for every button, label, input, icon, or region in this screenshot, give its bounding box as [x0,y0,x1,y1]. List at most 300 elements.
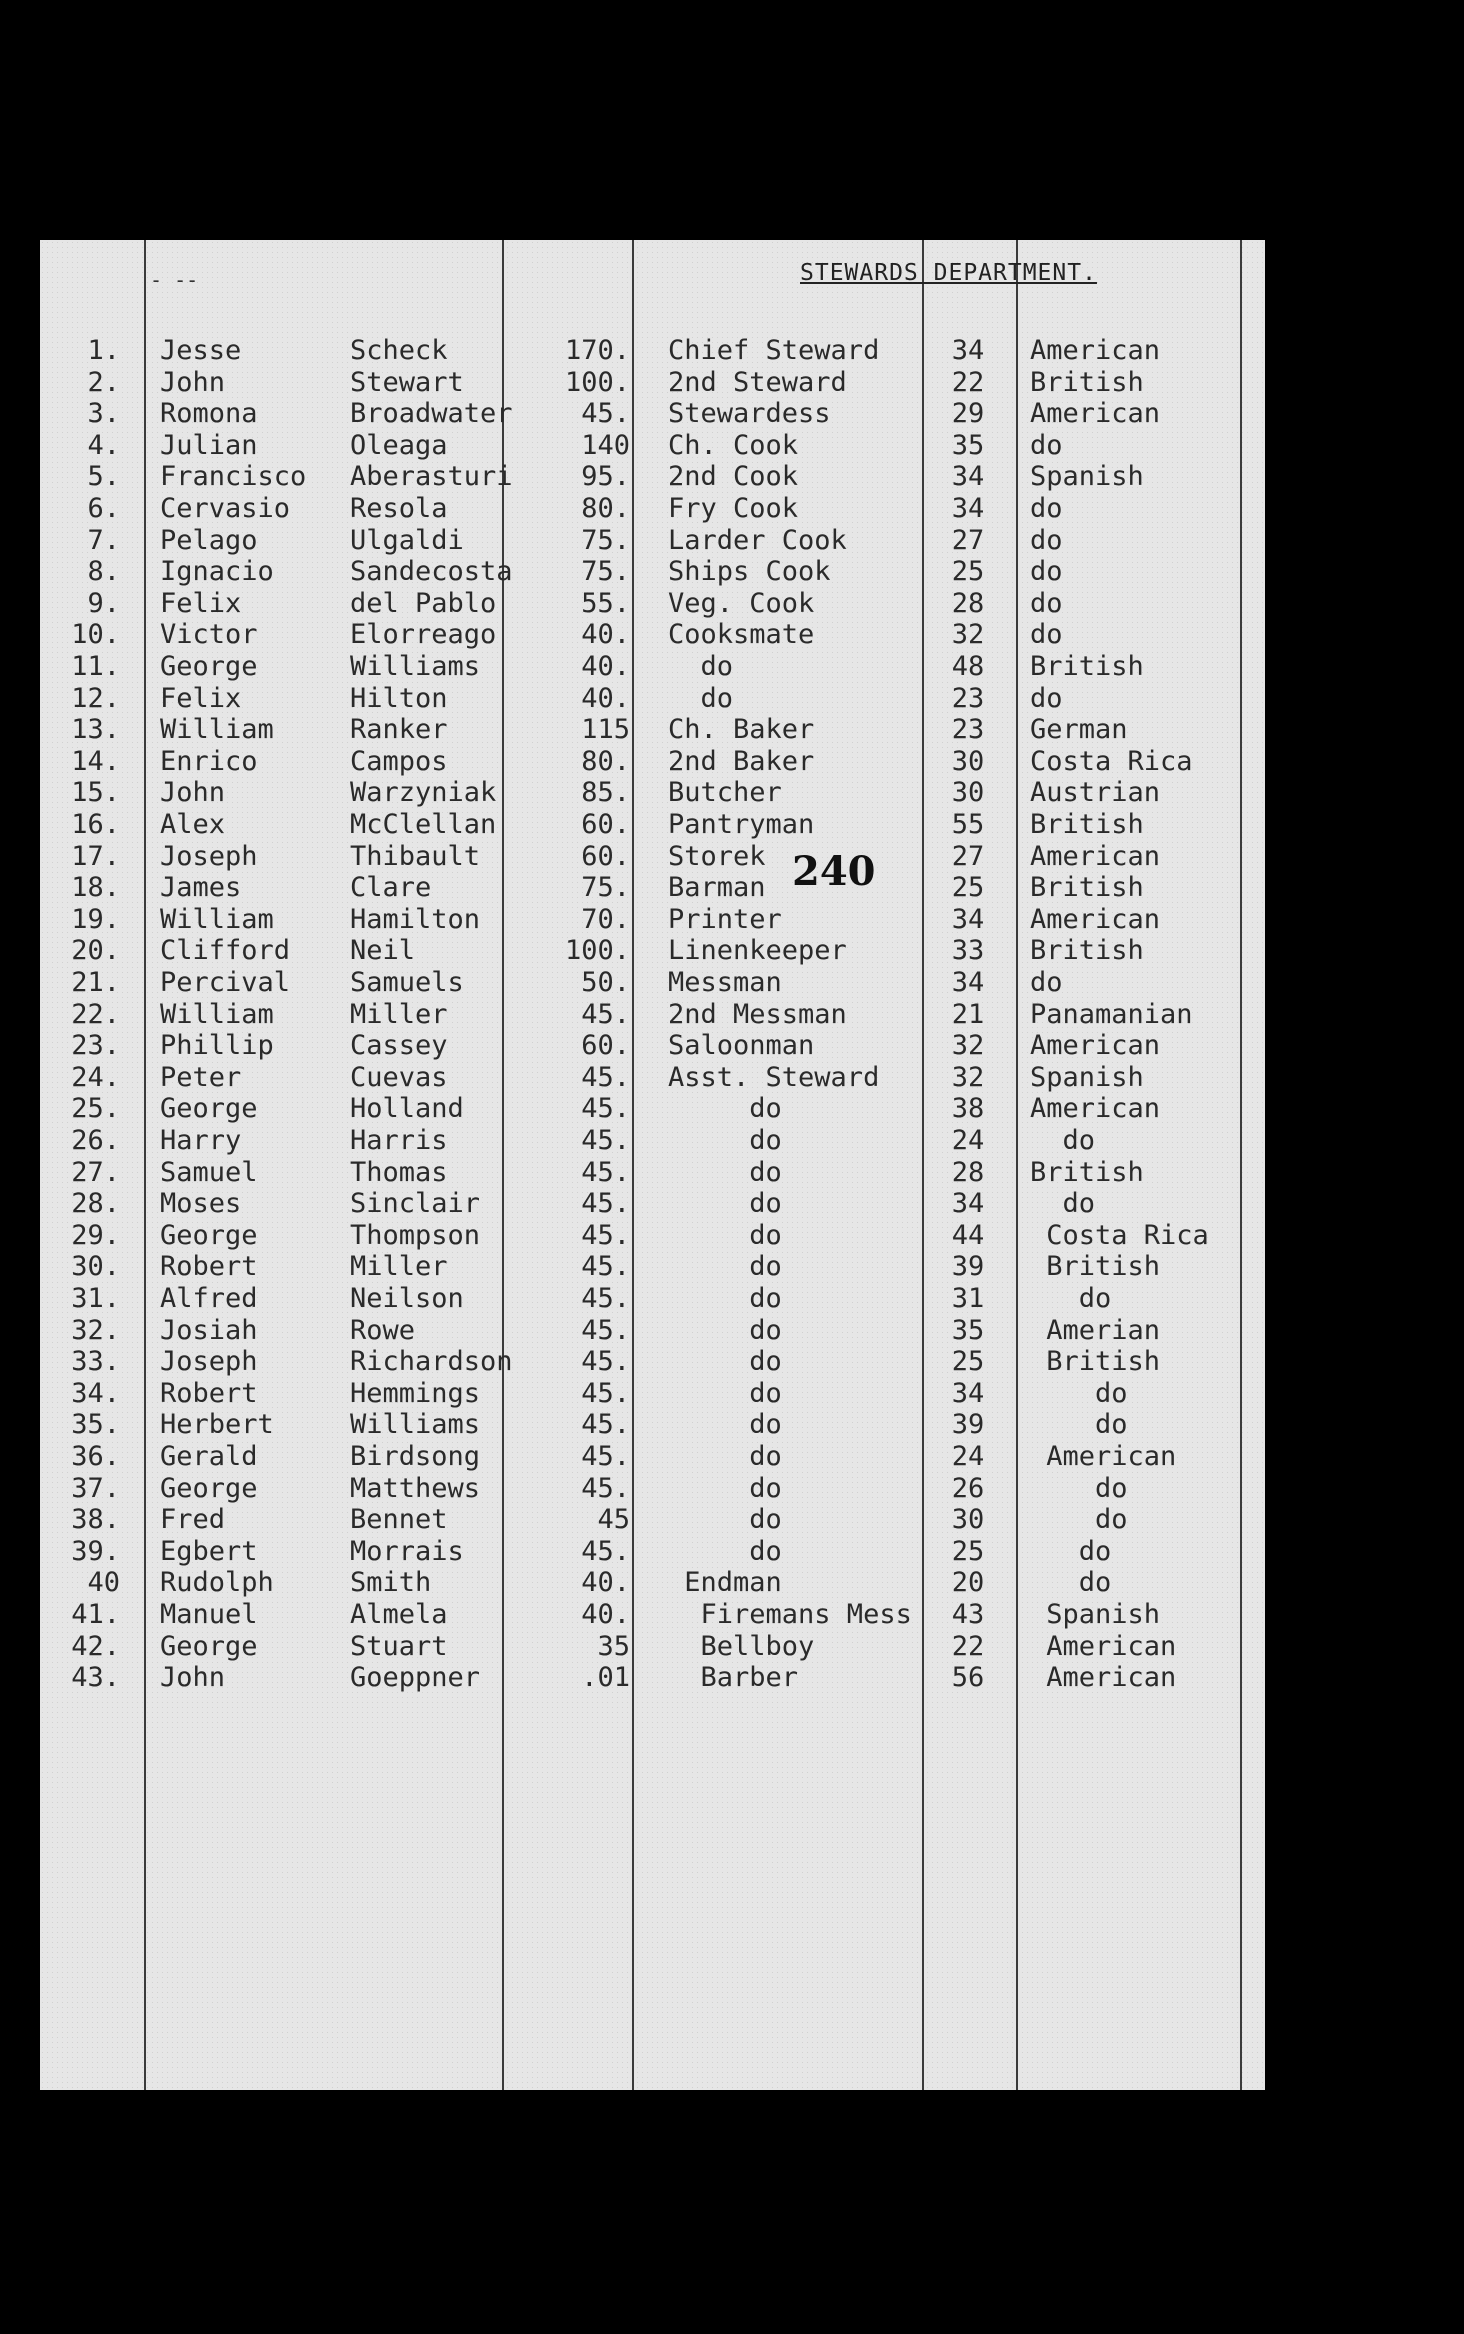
last-name: Miller [350,1251,448,1283]
last-name: Miller [350,998,448,1030]
age: 34 [951,493,985,524]
last-name: Smith [350,1567,432,1599]
last-name: Williams [350,651,481,682]
crew-row [40,588,1265,620]
wage: 45. [581,1346,630,1378]
nationality: German [1030,714,1128,746]
last-name: Thibault [350,840,481,872]
position: 2nd Messman [668,998,847,1030]
crew-row [40,1188,1265,1220]
row-number: 15. [71,777,120,809]
row-number: 42. [71,1630,120,1662]
nationality: Costa Rica [1030,745,1193,777]
crew-row [40,525,1265,557]
wage: 100. [564,935,630,967]
nationality: do [1030,1125,1096,1156]
nationality: do [1030,587,1063,619]
row-number: 38. [71,1504,120,1536]
crew-row [40,967,1265,999]
row-number: 28. [71,1188,120,1220]
crew-row [40,1030,1265,1062]
row-number: 4. [87,429,120,461]
row-number: 39. [71,1535,120,1567]
row-number: 5. [87,461,120,493]
crew-row [40,1409,1265,1441]
age: 32 [951,1061,985,1093]
nationality: do [1030,429,1063,461]
first-name: Manuel [160,1599,258,1630]
crew-row [40,1251,1265,1283]
nationality: British [1030,366,1144,398]
nationality: Austrian [1030,777,1161,809]
row-number: 1. [87,335,120,366]
position: Fry Cook [668,493,799,524]
first-name: Pelago [160,524,258,556]
row-number: 32. [71,1314,120,1346]
last-name: Bennet [350,1504,448,1536]
crew-row [40,1125,1265,1157]
nationality: British [1030,809,1144,840]
nationality: British [1030,1156,1144,1188]
age: 27 [951,524,985,556]
age: 35 [951,429,985,461]
last-name: Hilton [350,682,448,714]
row-number: 34. [71,1377,120,1409]
age: 28 [951,587,985,619]
wage: 60. [581,809,630,840]
age: 29 [951,398,985,430]
crew-row [40,493,1265,525]
position: do [668,682,734,714]
first-name: Cervasio [160,493,291,524]
nationality: American [1030,335,1161,366]
row-number: 13. [71,714,120,746]
crew-row [40,1283,1265,1315]
position: Saloonman [668,1030,815,1062]
wage: 45. [581,1409,630,1441]
wage: 100. [564,366,630,398]
position: Ch. Baker [668,714,815,746]
row-number: 41. [71,1599,120,1630]
crew-row [40,398,1265,430]
last-name: Clare [350,872,432,904]
wage: 45 [597,1504,630,1536]
last-name: Neilson [350,1283,464,1314]
age: 56 [951,1662,985,1694]
nationality: do [1030,493,1063,524]
nationality: Spanish [1030,1061,1144,1093]
wage: 80. [581,493,630,524]
age: 30 [951,1504,985,1536]
crew-row [40,904,1265,936]
first-name: Moses [160,1188,242,1220]
crew-row [40,999,1265,1031]
wage: 40. [581,1567,630,1599]
age: 34 [951,903,985,935]
last-name: Richardson [350,1346,513,1378]
crew-row [40,619,1265,651]
row-number: 11. [71,651,120,682]
nationality: do [1030,1567,1112,1599]
first-name: Francisco [160,461,307,493]
position: do [668,1219,782,1251]
position: Veg. Cook [668,587,815,619]
crew-row [40,935,1265,967]
first-name: Clifford [160,935,291,967]
first-name: Joseph [160,840,258,872]
row-number: 27. [71,1156,120,1188]
row-number: 31. [71,1283,120,1314]
position: Messman [668,967,782,998]
wage: .01 [581,1662,630,1694]
age: 34 [951,1188,985,1220]
crew-row [40,1220,1265,1252]
nationality: do [1030,556,1063,588]
first-name: Harry [160,1125,242,1156]
nationality: do [1030,1409,1128,1441]
first-name: Rudolph [160,1567,274,1599]
wage: 45. [581,998,630,1030]
first-name: Enrico [160,745,258,777]
position: 2nd Baker [668,745,815,777]
nationality: American [1030,1662,1177,1694]
crew-row [40,1093,1265,1125]
row-number: 25. [71,1093,120,1125]
position: Endman [668,1567,782,1599]
first-name: George [160,651,258,682]
last-name: Resola [350,493,448,524]
nationality: American [1030,1030,1161,1062]
nationality: do [1030,682,1063,714]
position: Asst. Steward [668,1061,880,1093]
nationality: American [1030,903,1161,935]
wage: 35 [597,1630,630,1662]
position: do [668,1125,782,1156]
row-number: 9. [87,587,120,619]
wage: 85. [581,777,630,809]
age: 21 [951,998,985,1030]
row-number: 17. [71,840,120,872]
wage: 40. [581,619,630,651]
wage: 70. [581,903,630,935]
age: 23 [951,714,985,746]
age: 34 [951,335,985,366]
age: 55 [951,809,985,840]
last-name: Samuels [350,967,464,998]
nationality: do [1030,1377,1128,1409]
row-number: 29. [71,1219,120,1251]
first-name: Egbert [160,1535,258,1567]
first-name: George [160,1472,258,1504]
position: do [668,651,734,682]
position: Linenkeeper [668,935,847,967]
crew-row [40,367,1265,399]
position: do [668,1535,782,1567]
row-number: 2. [87,366,120,398]
position: do [668,1377,782,1409]
last-name: Stuart [350,1630,448,1662]
first-name: Jesse [160,335,242,366]
nationality: American [1030,1630,1177,1662]
age: 32 [951,1030,985,1062]
last-name: Broadwater [350,398,513,430]
position: Barman [668,872,766,904]
first-name: John [160,777,226,809]
position: Ships Cook [668,556,831,588]
first-name: Joseph [160,1346,258,1378]
position: Storek [668,840,766,872]
last-name: Birdsong [350,1441,481,1472]
position: do [668,1314,782,1346]
first-name: George [160,1630,258,1662]
first-name: Percival [160,967,291,998]
stamp-number: 240 [792,848,876,895]
first-name: John [160,1662,226,1694]
crew-row [40,1315,1265,1347]
wage: 45. [581,1314,630,1346]
position: Barber [668,1662,799,1694]
row-number: 23. [71,1030,120,1062]
crew-row [40,1631,1265,1663]
crew-row [40,1599,1265,1631]
last-name: Stewart [350,366,464,398]
last-name: Aberasturi [350,461,513,493]
position: 2nd Cook [668,461,799,493]
row-number: 10. [71,619,120,651]
last-name: Morrais [350,1535,464,1567]
wage: 45. [581,1156,630,1188]
nationality: do [1030,1188,1096,1220]
age: 25 [951,556,985,588]
age: 33 [951,935,985,967]
crew-row [40,1662,1265,1694]
age: 26 [951,1472,985,1504]
last-name: Harris [350,1125,448,1156]
last-name: Williams [350,1409,481,1441]
crew-row [40,714,1265,746]
nationality: do [1030,1472,1128,1504]
last-name: Cuevas [350,1061,448,1093]
wage: 75. [581,556,630,588]
position: Larder Cook [668,524,847,556]
crew-row [40,1157,1265,1189]
crew-row [40,1441,1265,1473]
first-name: William [160,903,274,935]
first-name: Peter [160,1061,242,1093]
row-number: 21. [71,967,120,998]
crew-row [40,872,1265,904]
last-name: Matthews [350,1472,481,1504]
last-name: Cassey [350,1030,448,1062]
wage: 45. [581,1061,630,1093]
wage: 75. [581,872,630,904]
first-name: Felix [160,587,242,619]
wage: 45. [581,1283,630,1314]
first-name: Fred [160,1504,226,1536]
wage: 170. [564,335,630,366]
row-number: 3. [87,398,120,430]
age: 35 [951,1314,985,1346]
last-name: Rowe [350,1314,416,1346]
crew-row [40,430,1265,462]
wage: 80. [581,745,630,777]
row-number: 14. [71,745,120,777]
row-number: 33. [71,1346,120,1378]
position: Butcher [668,777,782,809]
age: 24 [951,1125,985,1156]
wage: 45. [581,1472,630,1504]
first-name: William [160,714,274,746]
age: 34 [951,1377,985,1409]
first-name: Ignacio [160,556,274,588]
last-name: Scheck [350,335,448,366]
position: Chief Steward [668,335,880,366]
nationality: American [1030,398,1161,430]
age: 32 [951,619,985,651]
document-page [40,240,1265,2090]
crew-row [40,841,1265,873]
nationality: Spanish [1030,461,1144,493]
row-number: 26. [71,1125,120,1156]
age: 24 [951,1441,985,1472]
wage: 45. [581,1441,630,1472]
last-name: Holland [350,1093,464,1125]
first-name: Romona [160,398,258,430]
wage: 45. [581,1188,630,1220]
row-number: 18. [71,872,120,904]
position: do [668,1409,782,1441]
age: 39 [951,1409,985,1441]
nationality: Panamanian [1030,998,1193,1030]
last-name: Ulgaldi [350,524,464,556]
position: Ch. Cook [668,429,799,461]
age: 38 [951,1093,985,1125]
row-number: 7. [87,524,120,556]
age: 25 [951,1535,985,1567]
row-number: 8. [87,556,120,588]
nationality: do [1030,524,1063,556]
first-name: Herbert [160,1409,274,1441]
crew-row [40,461,1265,493]
first-name: William [160,998,274,1030]
nationality: British [1030,935,1144,967]
age: 30 [951,777,985,809]
age: 31 [951,1283,985,1314]
position: 2nd Steward [668,366,847,398]
nationality: American [1030,1441,1177,1472]
last-name: Almela [350,1599,448,1630]
nationality: American [1030,840,1161,872]
row-number: 12. [71,682,120,714]
wage: 40. [581,1599,630,1630]
row-number: 40 [87,1567,120,1599]
nationality: Costa Rica [1030,1219,1209,1251]
age: 25 [951,1346,985,1378]
first-name: John [160,366,226,398]
nationality: British [1030,651,1144,682]
first-name: Samuel [160,1156,258,1188]
nationality: do [1030,1283,1112,1314]
last-name: Elorreago [350,619,497,651]
age: 34 [951,967,985,998]
age: 25 [951,872,985,904]
row-number: 20. [71,935,120,967]
crew-row [40,777,1265,809]
row-number: 36. [71,1441,120,1472]
age: 34 [951,461,985,493]
wage: 45. [581,1093,630,1125]
position: do [668,1472,782,1504]
first-name: Robert [160,1377,258,1409]
nationality: British [1030,1346,1161,1378]
row-number: 30. [71,1251,120,1283]
last-name: Thompson [350,1219,481,1251]
crew-row [40,1504,1265,1536]
crew-row [40,683,1265,715]
age: 22 [951,1630,985,1662]
position: do [668,1346,782,1378]
row-number: 35. [71,1409,120,1441]
header-mark: - -- [150,268,199,292]
age: 20 [951,1567,985,1599]
last-name: Neil [350,935,416,967]
department-heading: STEWARDS DEPARTMENT. [800,260,1097,286]
crew-row [40,1473,1265,1505]
crew-row [40,1567,1265,1599]
last-name: Hemmings [350,1377,481,1409]
nationality: do [1030,1504,1128,1536]
age: 30 [951,745,985,777]
position: do [668,1093,782,1125]
wage: 45. [581,1377,630,1409]
last-name: Hamilton [350,903,481,935]
first-name: George [160,1219,258,1251]
position: Bellboy [668,1630,815,1662]
nationality: do [1030,1535,1112,1567]
crew-row [40,1536,1265,1568]
wage: 45. [581,1251,630,1283]
first-name: Josiah [160,1314,258,1346]
first-name: Phillip [160,1030,274,1062]
first-name: Victor [160,619,258,651]
last-name: Sinclair [350,1188,481,1220]
position: do [668,1251,782,1283]
last-name: del Pablo [350,587,497,619]
age: 23 [951,682,985,714]
wage: 45. [581,1125,630,1156]
crew-row [40,746,1265,778]
wage: 95. [581,461,630,493]
row-number: 19. [71,903,120,935]
last-name: Ranker [350,714,448,746]
age: 43 [951,1599,985,1630]
crew-row [40,1346,1265,1378]
age: 48 [951,651,985,682]
nationality: Amerian [1030,1314,1161,1346]
wage: 55. [581,587,630,619]
crew-row [40,809,1265,841]
position: Stewardess [668,398,831,430]
position: Pantryman [668,809,815,840]
wage: 60. [581,1030,630,1062]
first-name: George [160,1093,258,1125]
position: do [668,1188,782,1220]
nationality: American [1030,1093,1161,1125]
row-number: 22. [71,998,120,1030]
position: do [668,1156,782,1188]
wage: 45. [581,1535,630,1567]
last-name: Thomas [350,1156,448,1188]
